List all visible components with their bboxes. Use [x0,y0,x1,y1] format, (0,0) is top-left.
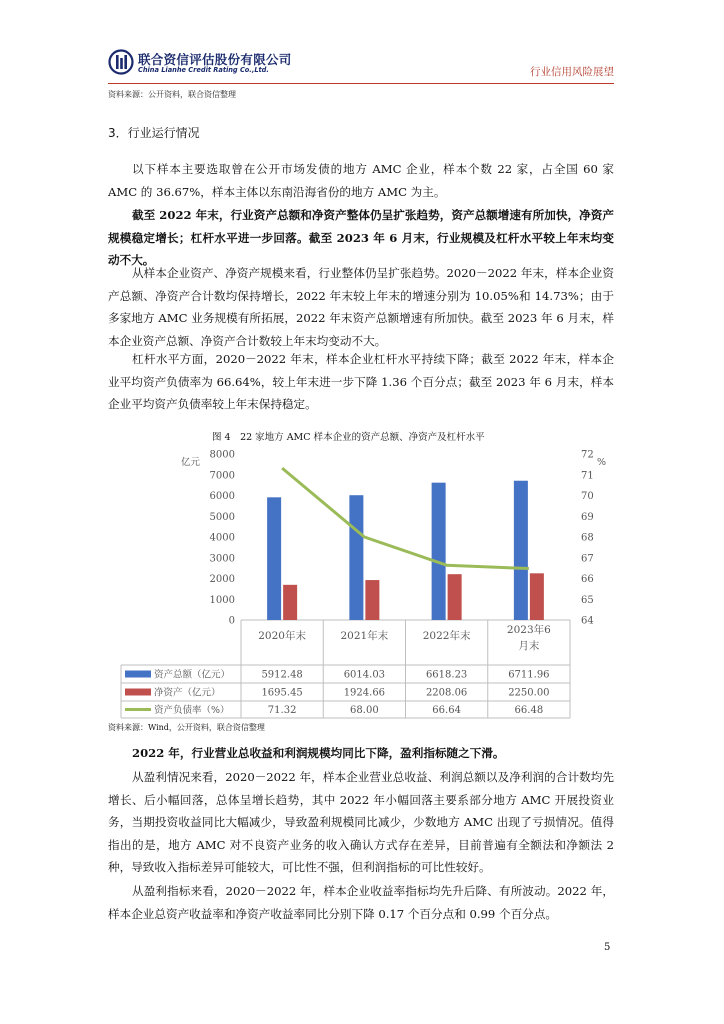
data-label-0-2: 6618.23 [425,669,468,681]
source-note-bottom: 资料来源：Wind，公开资料，联合资信整理 [108,723,265,732]
source-note-top: 资料来源：公开资料，联合资信整理 [108,90,236,99]
y-tick-left-3000: 3000 [209,553,235,565]
report-title: 行业信用风险展望 [530,66,614,78]
x-tick-label-3-line2: 月末 [518,640,540,652]
legend-swatch-0 [125,671,151,678]
paragraph-5: 2022 年，行业营业总收益和利润规模均同比下降，盈利指标随之下滑。 [132,746,505,760]
legend-label-1: 净资产（亿元） [154,687,221,699]
paragraph-7: 从盈利指标来看，2020－2022 年，样本企业收益率指标均先升后降、有所波动。2022 年，样本企业总资产收益率和净资产收益率同比分别下降 0.17 个百分点和 0.99 个百分点。 [108,884,614,921]
page-number: 5 [604,942,611,953]
y-tick-left-1000: 1000 [209,594,235,606]
chart-title: 图 4 22 家地方 AMC 样本企业的资产总额、净资产及杠杆水平 [212,432,485,443]
data-label-0-3: 6711.96 [508,669,550,681]
paragraph-1: 以下样本主要选取曾在公开市场发债的地方 AMC 企业，样本个数 22 家，占全国 60 家 AMC 的 36.67%，样本主体以东南沿海省份的地方 AMC 为主。 [108,162,614,199]
y-tick-left-8000: 8000 [209,449,235,461]
bar-assets-0 [267,497,281,620]
legend-swatch-1 [125,689,151,696]
data-label-1-0: 1695.45 [261,687,303,699]
x-tick-label-0: 2020年末 [258,630,306,642]
series-line-leverage [282,468,529,568]
data-label-2-1: 68.00 [350,705,379,716]
y-tick-left-2000: 2000 [209,574,235,585]
section-title: 3．行业运行情况 [108,126,200,140]
data-label-1-2: 2208.06 [425,687,468,699]
y-axis-left-unit: 亿元 [181,457,201,468]
y-tick-right-67: 67 [581,553,594,565]
data-label-1-1: 1924.66 [343,687,386,699]
data-label-0-0: 5912.48 [261,669,303,681]
paragraph-6: 从盈利情况来看，2020－2022 年，样本企业营业总收益、利润总额以及净利润的合计数均先增长、后小幅回落，总体呈增长趋势，其中 2022 年小幅回落主要系部分地方 AMC 开展投资业务，当期投资收益同比大幅减少，导致盈利规模同比减少，少数地方 AMC 出现了亏损情况。值得指出的是，地方 AMC 对不良资产业务的收入确认方式存在差异，目前普遍有全额法和净额法 2 种，导致收入指标差异可能较大，可比性不强，但利润指标的可比性较好。 [108,770,614,875]
data-label-2-2: 66.64 [432,705,461,716]
bar-equity-1 [365,580,379,620]
paragraph-3: 从样本企业资产、净资产规模来看，行业整体仍呈扩张趋势。2020－2022 年末，样本企业资产总额、净资产合计数均保持增长，2022 年末较上年末的增速分别为 10.05%和 14.73%；由于多家地方 AMC 业务规模有所拓展，2022 年末资产总额增速有所加快。截至 2023 年 6 月末，样本企业资产总额、净资产合计数较上年末均变动不大。 [108,266,614,348]
x-tick-label-1: 2021年末 [340,630,389,642]
x-tick-label-2: 2022年末 [422,630,471,642]
bar-assets-2 [432,483,446,620]
y-tick-right-68: 68 [581,532,594,544]
paragraph-2: 截至 2022 年末，行业资产总额和净资产整体仍呈扩张趋势，资产总额增速有所加快，净资产规模稳定增长；杠杆水平进一步回落。截至 2023 年 6 月末，行业规模及杠杆水平较上年末均变动不大。 [108,208,614,268]
y-tick-left-6000: 6000 [209,491,235,502]
y-tick-right-71: 71 [581,470,594,482]
data-label-0-1: 6014.03 [343,669,386,681]
y-tick-right-69: 69 [581,511,594,523]
y-axis-right-unit: % [597,457,607,468]
y-tick-left-0: 0 [228,615,235,627]
y-tick-right-65: 65 [581,594,594,606]
paragraph-4: 杠杆水平方面，2020－2022 年末，样本企业杠杆水平持续下降；截至 2022 年末，样本企业平均资产负债率为 66.64%，较上年末进一步下降 1.36 个百分点；截至 2023 年 6 月末，样本企业平均资产负债率较上年末保持稳定。 [108,352,614,412]
x-tick-label-3-line1: 2023年6 [506,624,551,636]
data-label-2-0: 71.32 [267,705,297,716]
y-tick-right-72: 72 [581,449,594,461]
y-tick-left-5000: 5000 [209,511,235,523]
company-name-en: China Lianhe Credit Rating Co.,Ltd. [138,66,269,74]
legend-label-2: 资产负债率（%） [154,705,230,716]
y-tick-left-4000: 4000 [209,532,235,544]
data-label-1-3: 2250.00 [508,687,550,699]
data-label-2-3: 66.48 [514,705,544,716]
y-tick-right-64: 64 [581,615,594,627]
bar-equity-2 [448,574,462,620]
y-tick-left-7000: 7000 [209,470,235,482]
bar-assets-3 [514,481,528,620]
legend-label-0: 资产总额（亿元） [154,669,231,681]
company-name-cn: 联合资信评估股份有限公司 [138,52,292,67]
y-tick-right-70: 70 [581,491,594,502]
bar-equity-0 [283,585,297,620]
y-tick-right-66: 66 [581,574,594,585]
bar-equity-3 [530,573,544,620]
bar-assets-1 [349,495,363,620]
